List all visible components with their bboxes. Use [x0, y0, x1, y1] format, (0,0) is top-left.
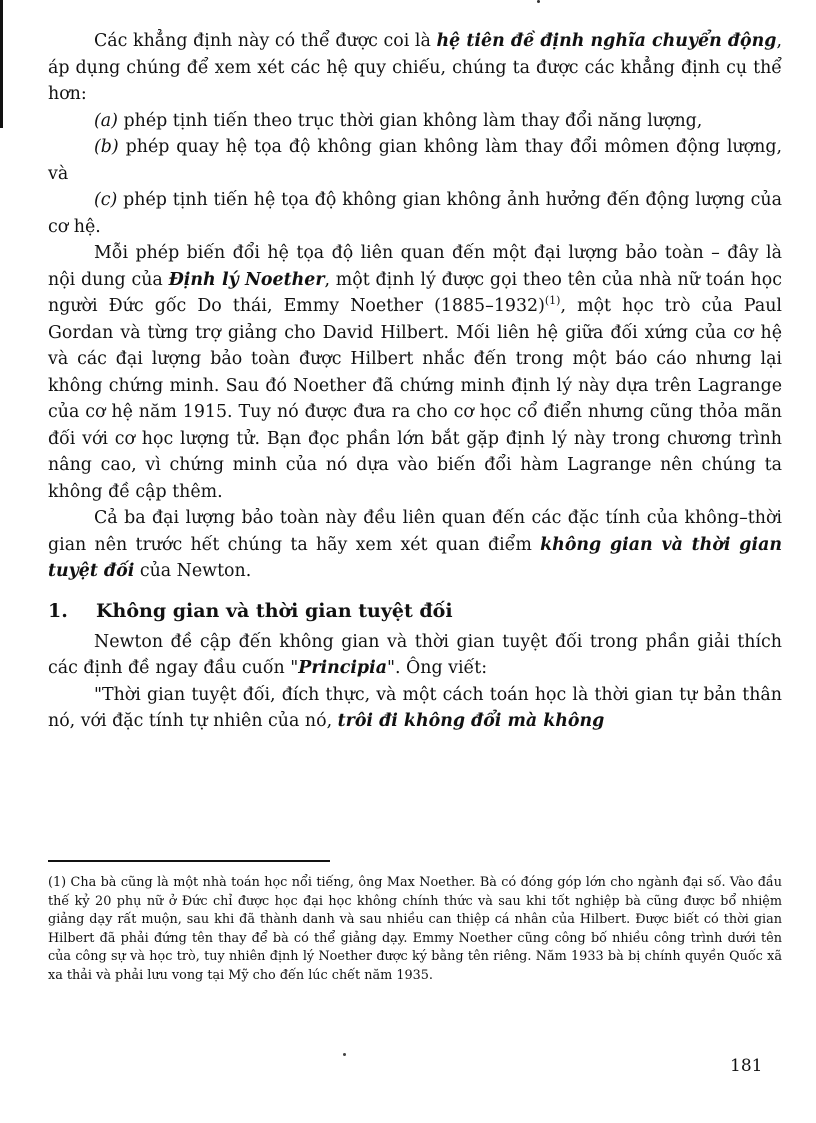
section-heading — [48, 597, 782, 625]
intro-emphasis: hệ tiên đề định nghĩa chuyển động — [436, 31, 777, 51]
principia-title: Principia — [298, 658, 387, 678]
scan-speck — [343, 1053, 346, 1056]
three-emphasis: không gian và thời gian tuyệt đối — [48, 534, 782, 581]
newton-text: Newton đề cập đến không gian và thời gian tuyệt đối trong phần giải thích các định đề ngay đầu cuốn " — [48, 631, 782, 678]
quote-emphasis: trôi đi không đổi mà không — [337, 711, 605, 731]
page-number: 181 — [730, 1056, 763, 1076]
footnote: (1) Cha bà cũng là một nhà toán học nổi tiếng, ông Max Noether. Bà có đóng góp lớn cho ngành đại số. Vào đầu thế kỷ 20 phụ nữ ở Đức chỉ được học đại học không chính thức và sau khi tốt nghiệp bà cũng được bổ nhiệm giảng dạy rất muộn, sau khi đã thành danh và sau nhiều can thiệp cá nhân của Hilbert. Được biết có thời gian Hilbert đã phải đứng tên thay để bà có thể giảng dạy. Emmy Noether cũng công bố nhiều công trình dưới tên của công sự và học trò, tuy nhiên định lý Noether được ký bằng tên riêng. Năm 1933 bà bị chính quyền Quốc xã xa thải và phải lưu vong tại Mỹ cho đến lúc chết năm 1935. — [48, 875, 782, 983]
list-label: (a) — [94, 110, 118, 131]
intro-text-end: , áp dụng chúng để xem xét các hệ quy chiếu, chúng ta được các khẳng định cụ thể hơn: — [48, 31, 782, 104]
three-text-end: của Newton. — [134, 561, 252, 581]
noether-emphasis: Định lý Noether — [168, 269, 325, 290]
list-text: phép tịnh tiến theo trục thời gian không làm thay đổi năng lượng, — [117, 110, 703, 131]
intro-text: Các khẳng định này có thể được coi là — [94, 31, 437, 51]
list-item-b — [48, 134, 782, 187]
three-quantities-paragraph — [48, 505, 782, 585]
list-text: phép tịnh tiến hệ tọa độ không gian không ảnh hưởng đến động lượng của cơ hệ. — [48, 190, 782, 237]
footnote-ref[interactable]: (1) — [544, 294, 561, 308]
list-label: (c) — [94, 190, 118, 210]
footnote-divider — [48, 860, 330, 862]
noether-text-mid: , một định lý được gọi theo tên của nhà nữ toán học người Đức gốc Do thái, Emmy Noether (1885–1932) — [48, 269, 782, 316]
quote-text: "Thời gian tuyệt đối, đích thực, và một cách toán học là thời gian tự bản thân nó, với đặc tính tự nhiên của nó, — [48, 684, 782, 731]
noether-text-end: , một học trò của Paul Gordan và từng trợ giảng cho David Hilbert. Mối liên hệ giữa đối xứng của cơ hệ và các đại lượng bảo toàn được Hilbert nhắc đến trong một báo cáo nhưng lại không chứng minh. Sau đó Noether đã chứng minh định lý này dựa trên Lagrange của cơ hệ năm 1915. Tuy nó được đưa ra cho cơ học cổ điển nhưng cũng thỏa mãn đối với cơ học lượng tử. Bạn đọc phần lớn bắt gặp định lý này trong chương trình nâng cao, vì chứng minh của nó dựa vào biến đổi hàm Lagrange nên chúng ta không đề cập thêm. — [48, 296, 782, 502]
newton-paragraph — [48, 629, 782, 682]
noether-paragraph — [48, 240, 782, 505]
quote-paragraph — [48, 682, 782, 735]
noether-text: Mỗi phép biến đổi hệ tọa độ liên quan đến một đại lượng bảo toàn – đây là nội dung của — [48, 243, 782, 290]
scan-edge-mark — [0, 0, 3, 128]
section-number: 1. — [48, 599, 68, 622]
newton-text-end: ". Ông viết: — [386, 658, 488, 678]
scan-speck — [537, 0, 540, 3]
section-title: Không gian và thời gian tuyệt đối — [96, 599, 453, 622]
list-label: (b) — [94, 137, 119, 157]
intro-paragraph — [48, 28, 782, 108]
list-item-c — [48, 187, 782, 240]
three-text: Cả ba đại lượng bảo toàn này đều liên quan đến các đặc tính của không–thời gian nên trước hết chúng ta hãy xem xét quan điểm — [48, 508, 782, 555]
list-text: phép quay hệ tọa độ không gian không làm thay đổi mômen động lượng, và — [48, 137, 782, 184]
list-item-a — [48, 108, 782, 135]
page-body — [48, 28, 782, 735]
